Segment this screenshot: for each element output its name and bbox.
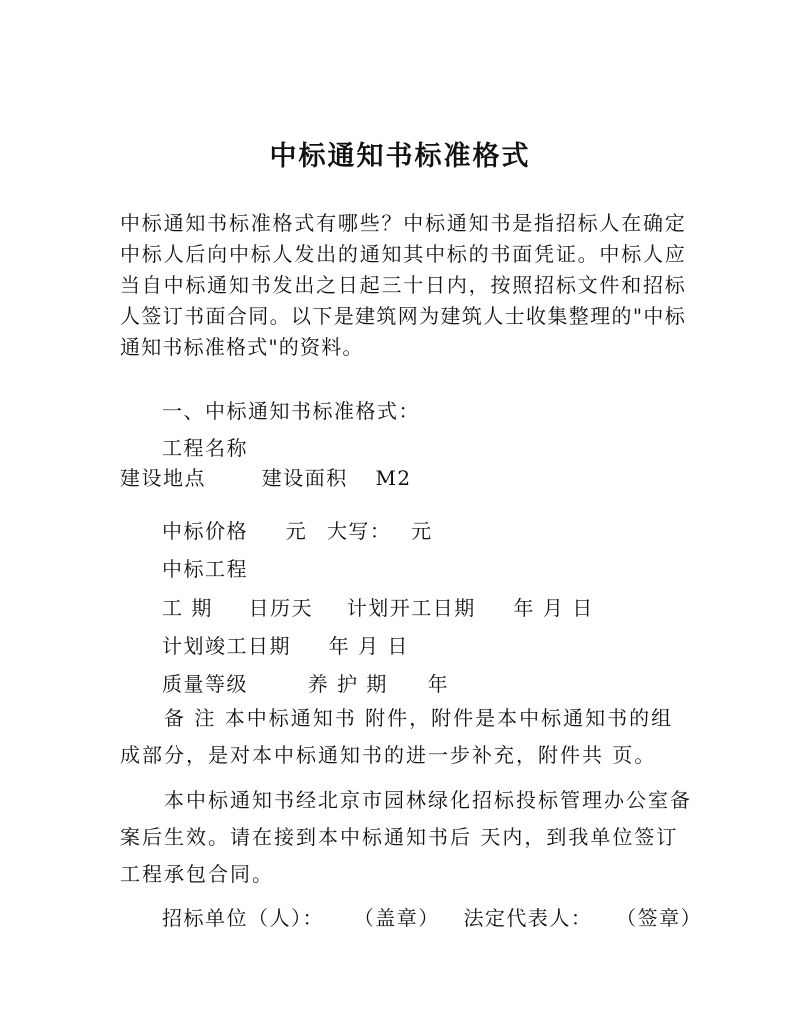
site-area-row xyxy=(120,462,412,491)
yuan-1: 元 xyxy=(285,519,308,543)
sign-label: （签章） xyxy=(616,906,703,930)
uppercase-label: 大写： xyxy=(326,519,392,543)
project-name-label: 工程名称 xyxy=(162,436,248,460)
intro-paragraph: 中标通知书标准格式有哪些？中标通知书是指招标人在确定中标人后向中标人发出的通知其中标的书面凭证。中标人应当自中标通知书发出之日起三十日内，按照招标文件和招标人签订书面合同。以下是建筑网为建筑人士收集整理的"中标通知书标准格式"的资料。 xyxy=(120,211,686,359)
maintenance-label: 养 护 期 xyxy=(307,672,388,696)
price-row xyxy=(162,515,433,544)
start-ymd: 年 月 日 xyxy=(513,596,594,620)
duration-label: 工 期 xyxy=(162,596,213,620)
section-heading: 一、中标通知书标准格式： xyxy=(162,399,420,423)
duration-row xyxy=(162,592,594,621)
document-title: 中标通知书标准格式 xyxy=(269,141,531,172)
site-label: 建设地点 xyxy=(120,466,206,490)
finish-date-label: 计划竣工日期 xyxy=(162,634,291,658)
area-unit: M2 xyxy=(375,466,412,490)
yuan-2: 元 xyxy=(411,519,433,543)
quality-row xyxy=(162,668,449,697)
seal-label: （盖章） xyxy=(353,906,440,930)
remarks-paragraph: 备 注 本中标通知书 附件，附件是本中标通知书的组成部分，是对本中标通知书的进一步补充，附件共 页。 xyxy=(120,706,674,767)
area-label: 建设面积 xyxy=(261,466,348,490)
legal-rep-label: 法定代表人： xyxy=(463,906,593,930)
effect-paragraph: 本中标通知书经北京市园林绿化招标投标管理办公室备案后生效。请在接到本中标通知书后 天内，到我单位签订工程承包合同。 xyxy=(120,788,692,886)
tenderer-label: 招标单位（人）： xyxy=(162,906,324,930)
quality-label: 质量等级 xyxy=(162,672,248,696)
start-date-label: 计划开工日期 xyxy=(346,596,476,620)
finish-ymd: 年 月 日 xyxy=(328,634,409,658)
finish-row xyxy=(162,630,409,659)
year-label: 年 xyxy=(427,672,450,696)
signature-row xyxy=(162,902,702,931)
bid-project-label: 中标工程 xyxy=(162,557,248,581)
price-label: 中标价格 xyxy=(162,519,248,543)
calendar-days: 日历天 xyxy=(248,596,314,620)
